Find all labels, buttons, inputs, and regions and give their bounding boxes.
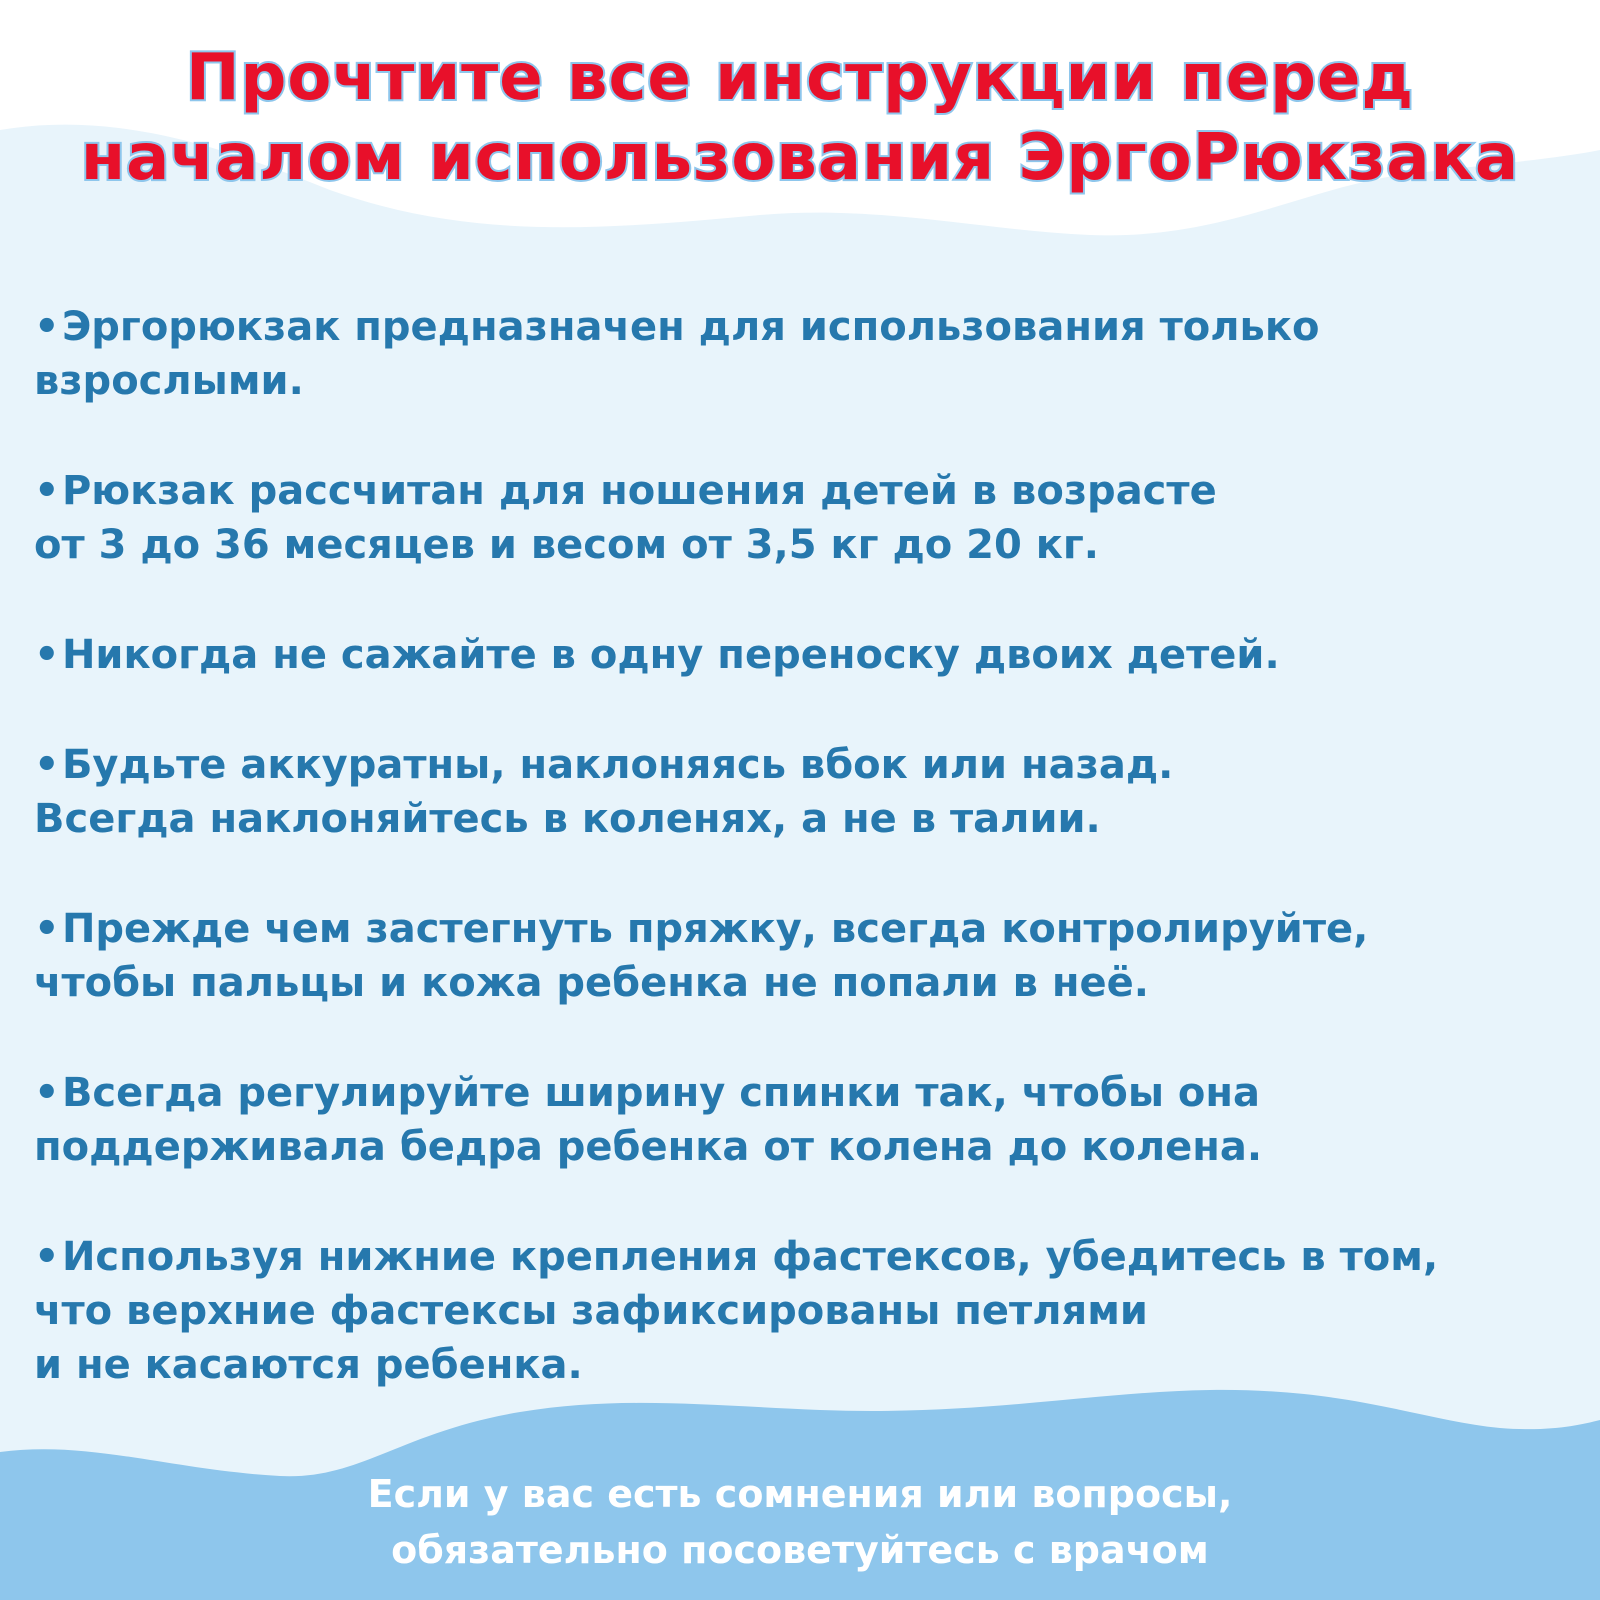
instruction-item (34, 902, 1594, 1010)
title-line-1: Прочтите все инструкции перед (185, 41, 1415, 115)
instruction-item (34, 300, 1594, 408)
instruction-item (34, 738, 1594, 846)
instruction-line: поддерживала бедра ребенка от колена до колена. (34, 1124, 1263, 1170)
instruction-line: Всегда регулируйте ширину спинки так, чтобы она (61, 1070, 1261, 1116)
footer-line-2: обязательно посоветуйтесь с врачом (391, 1528, 1209, 1572)
bullet-icon: • (34, 742, 60, 788)
bullet-icon: • (34, 304, 60, 350)
instruction-line: Эргорюкзак предназначен для использования только (61, 304, 1320, 350)
instruction-item (34, 1066, 1594, 1174)
instruction-line: от 3 до 36 месяцев и весом от 3,5 кг до 20 кг. (34, 522, 1099, 568)
instruction-item (34, 1230, 1594, 1392)
instruction-line: Прежде чем застегнуть пряжку, всегда контролируйте, (61, 906, 1369, 952)
instruction-line: что верхние фастексы зафиксированы петлями (34, 1288, 1148, 1334)
instruction-line: и не касаются ребенка. (34, 1342, 583, 1388)
footer-line-1: Если у вас есть сомнения или вопросы, (367, 1472, 1233, 1516)
instruction-line: Будьте аккуратны, наклоняясь вбок или назад. (61, 742, 1174, 788)
bullet-icon: • (34, 1234, 60, 1280)
instruction-line: взрослыми. (34, 358, 304, 404)
bullet-icon: • (34, 906, 60, 952)
instruction-item (34, 628, 1594, 682)
footer-note (0, 1466, 1600, 1578)
instruction-line: Всегда наклоняйтесь в коленях, а не в талии. (34, 796, 1101, 842)
instruction-item (34, 464, 1594, 572)
bullet-icon: • (34, 632, 60, 678)
instruction-line: Никогда не сажайте в одну переноску двоих детей. (61, 632, 1280, 678)
instruction-line: Используя нижние крепления фастексов, убедитесь в том, (61, 1234, 1439, 1280)
instruction-line: Рюкзак рассчитан для ношения детей в возрасте (61, 468, 1217, 514)
bullet-icon: • (34, 468, 60, 514)
page-title (0, 38, 1600, 198)
bullet-icon: • (34, 1070, 60, 1116)
instructions-list (34, 300, 1594, 1448)
title-line-2: началом использования ЭргоРюкзака (80, 121, 1520, 195)
instruction-line: чтобы пальцы и кожа ребенка не попали в неё. (34, 960, 1149, 1006)
